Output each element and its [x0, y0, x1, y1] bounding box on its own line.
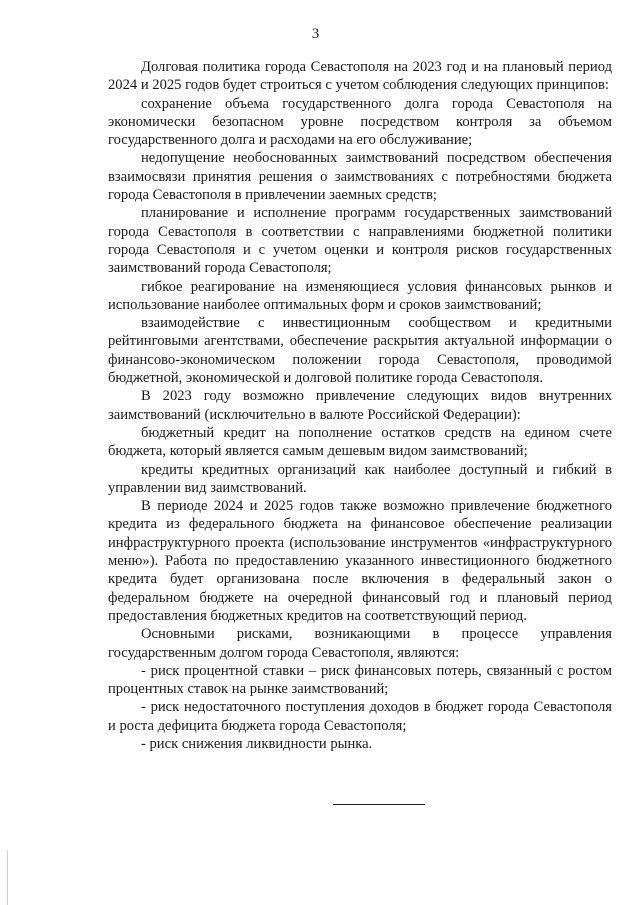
paragraph-risk-revenue-shortfall: - риск недостаточного поступления доходов в бюджет города Севастополя и роста дефицита бюджета города Севастополя; [108, 699, 612, 734]
paragraph-intro: Долговая политика города Севастополя на 2023 год и на плановый период 2024 и 2025 годов будет строиться с учетом соблюдения следующих принципов: [108, 59, 612, 94]
paragraph-2023-borrowing-types: В 2023 году возможно привлечение следующих видов внутренних заимствований (исключительно в валюте Российской Федерации): [108, 388, 612, 423]
paragraph-2024-2025-period: В периоде 2024 и 2025 годов также возможно привлечение бюджетного кредита из федерального бюджета на финансовое обеспечение реализации инфраструктурного проекта (использование инструментов «инфраструктурного меню»). Работа по предоставлению указанного инвестиционного бюджетного кредита будет организована после включения в федеральный закон о федеральном бюджете на очередной финансовый год и плановый период предоставления бюджетных кредитов на соответствующий период. [108, 498, 612, 624]
page-number: 3 [311, 26, 320, 42]
paragraph-principle-investor-interaction: взаимодействие с инвестиционным сообществом и кредитными рейтинговыми агентствами, обеспечение раскрытия актуальной информации о финансово-экономическом положении города Севастополя, проводимой бюджетной, экономической и долговой политике города Севастополя. [108, 315, 612, 387]
scan-edge-mark [7, 850, 8, 905]
paragraph-risk-liquidity: - риск снижения ликвидности рынка. [141, 735, 373, 752]
paragraph-principle-debt-volume: сохранение объема государственного долга города Севастополя на экономически безопасном уровне посредством контроля за объемом государственного долга и расходами на его обслуживание; [108, 95, 612, 149]
paragraph-commercial-credits: кредиты кредитных организаций как наиболее доступный и гибкий в управлении вид заимствований. [108, 461, 612, 496]
paragraph-main-risks: Основными рисками, возникающими в процессе управления государственным долгом города Севастополя, являются: [108, 626, 612, 661]
document-body [108, 58, 612, 753]
paragraph-risk-interest-rate: - риск процентной ставки – риск финансовых потерь, связанный с ростом процентных ставок на рынке заимствований; [108, 662, 612, 698]
paragraph-principle-unjustified-borrowing: недопущение необоснованных заимствований посредством обеспечения взаимосвязи принятия решения о заимствованиях с потребностями бюджета города Севастополя в привлечении заемных средств; [108, 150, 612, 204]
paragraph-principle-planning: планирование и исполнение программ государственных заимствований города Севастополя в соответствии с направлениями бюджетной политики города Севастополя и с учетом оценки и контроля рисков государственных заимствований города Севастополя; [108, 205, 612, 277]
paragraph-principle-flexible-response: гибкое реагирование на изменяющиеся условия финансовых рынков и использование наиболее оптимальных форм и сроков заимствований; [108, 278, 612, 313]
footer-separator-line [333, 804, 425, 805]
paragraph-budget-credit: бюджетный кредит на пополнение остатков средств на едином счете бюджета, который является самым дешевым видом заимствований; [108, 424, 612, 460]
